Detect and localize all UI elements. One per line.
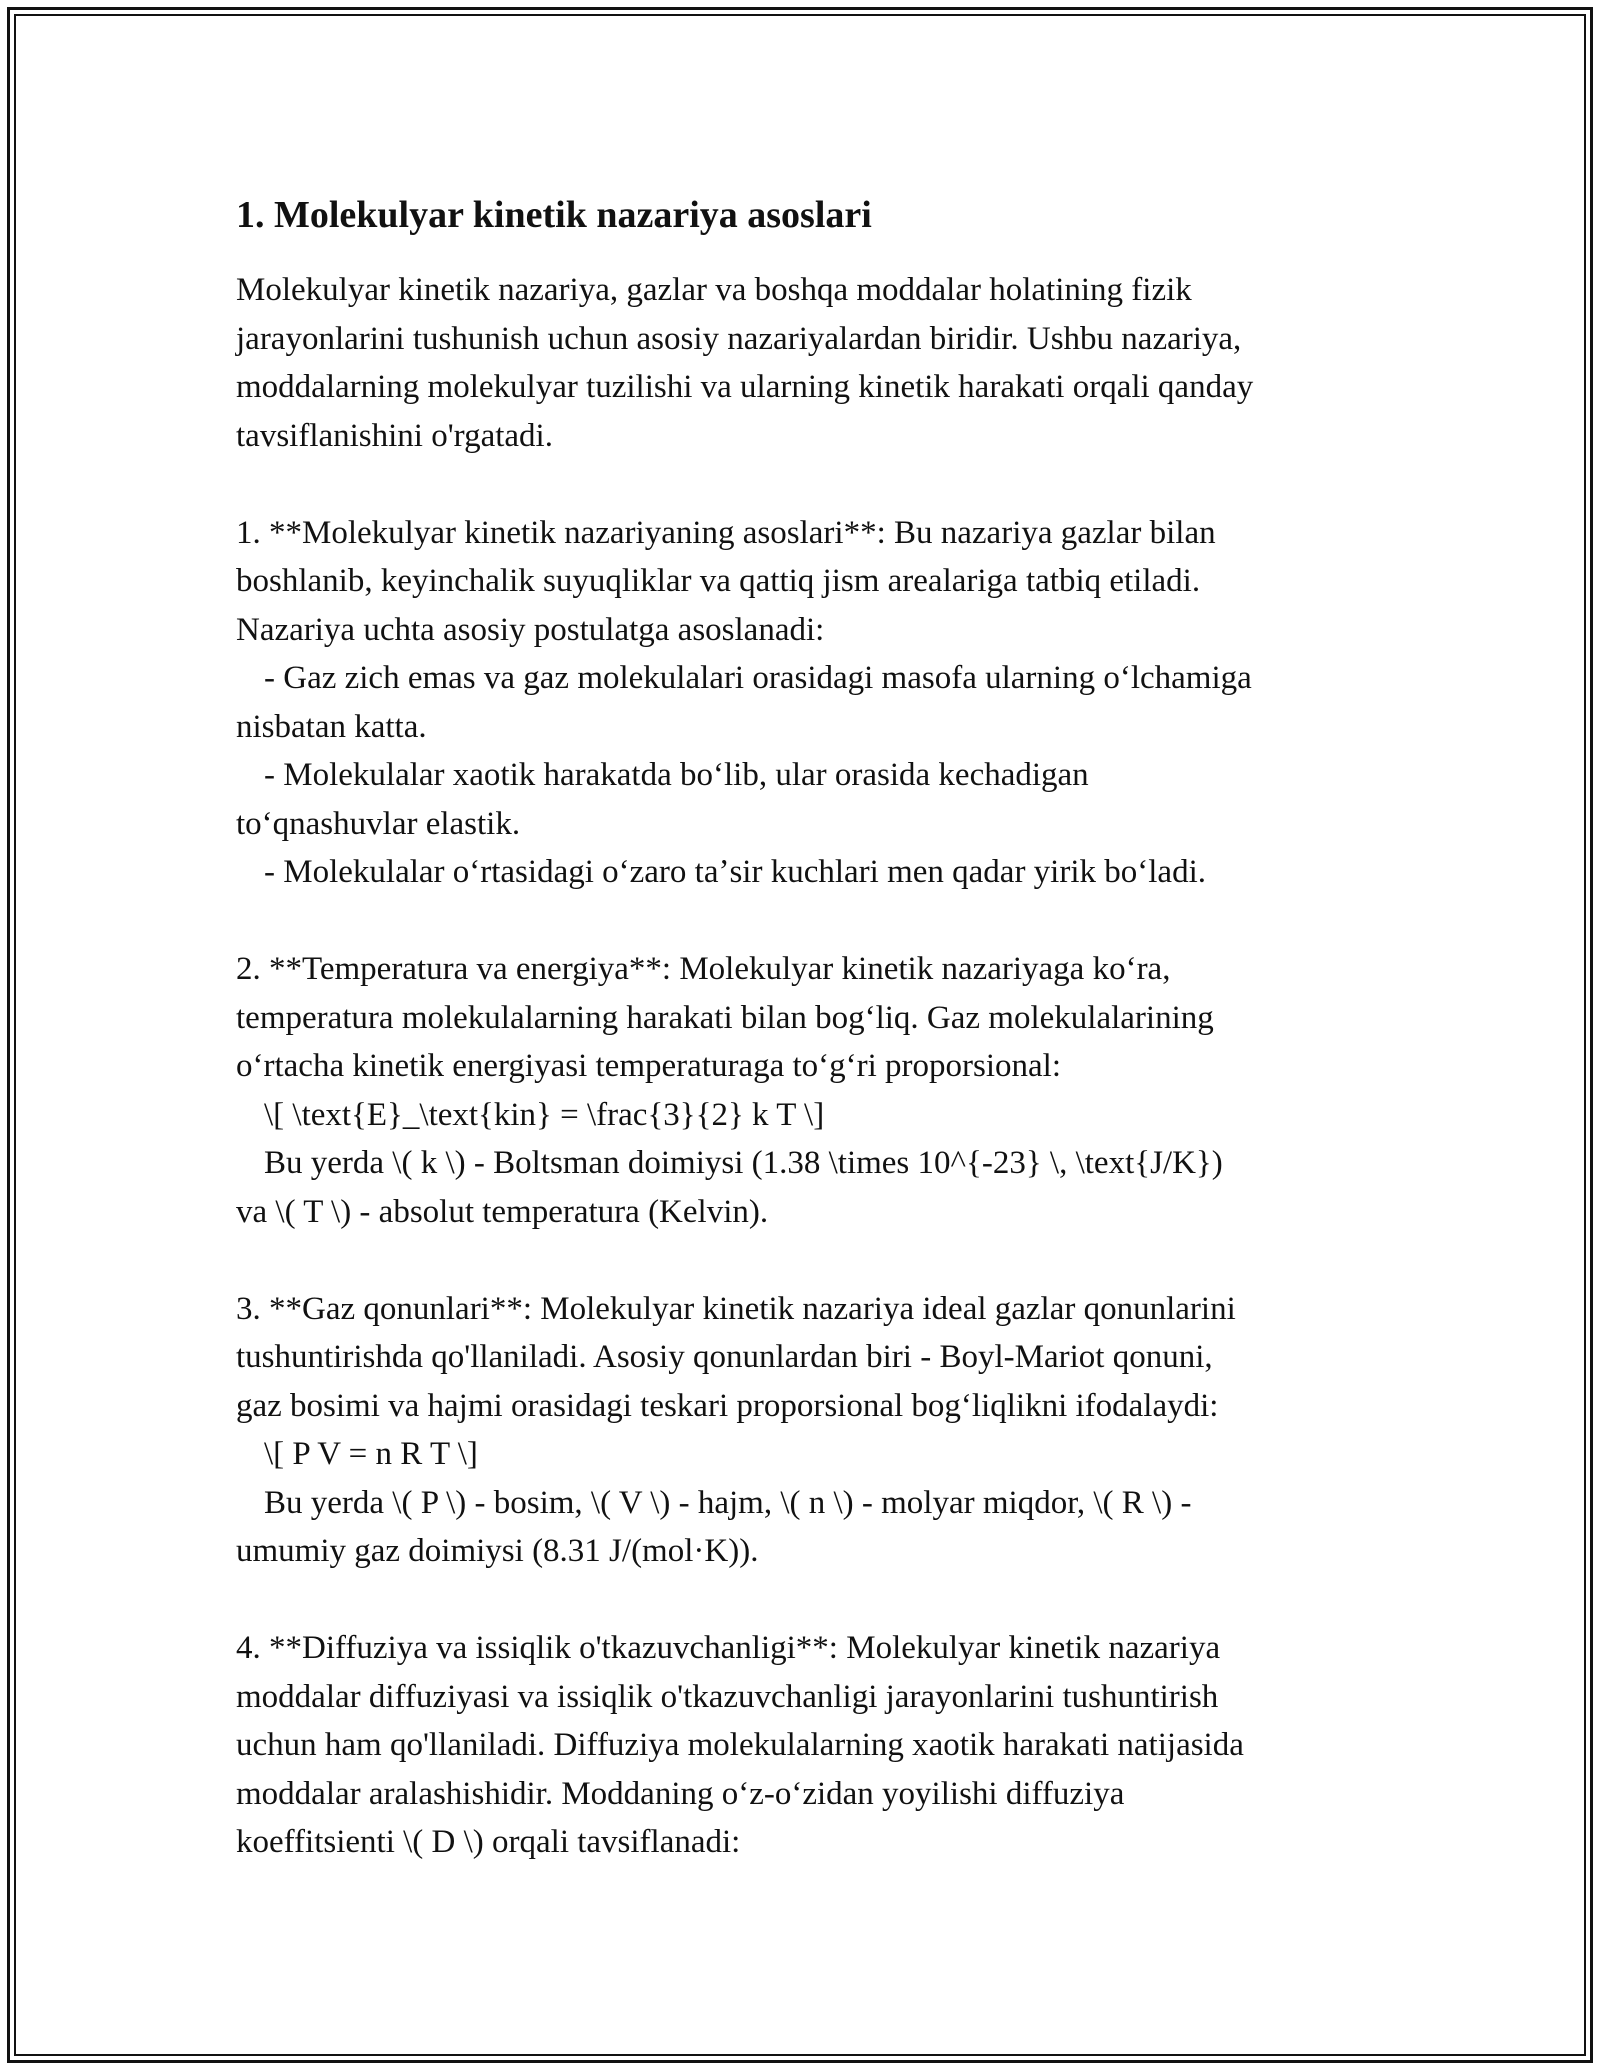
bullet-line: - Molekulalar xaotik harakatda boʻlib, ular orasida kechadigan bbox=[264, 757, 1089, 793]
text-line: 2. **Temperatura va energiya**: Molekulyar kinetik nazariyaga koʻra, bbox=[236, 951, 1171, 987]
bullet-line: - Molekulalar oʻrtasidagi oʻzaro taʼsir kuchlari men qadar yirik boʻladi. bbox=[264, 854, 1206, 890]
text-line: oʻrtacha kinetik energiyasi temperaturaga toʻgʻri proporsional: bbox=[236, 1048, 1061, 1084]
paragraph-gap bbox=[236, 1576, 1376, 1625]
text-line: 3. **Gaz qonunlari**: Molekulyar kinetik nazariya ideal gazlar qonunlarini bbox=[236, 1290, 1236, 1327]
text-line: Nazariya uchta asosiy postulatga asoslanadi: bbox=[236, 611, 825, 648]
text-line: moddalarning molekulyar tuzilishi va ularning kinetik harakati orqali qanday bbox=[236, 369, 1254, 405]
paragraph-gap bbox=[236, 1236, 1376, 1285]
text-line: nisbatan katta. bbox=[236, 708, 427, 745]
text-line: va \( T \) - absolut temperatura (Kelvin). bbox=[236, 1193, 769, 1230]
text-line: Molekulyar kinetik nazariya, gazlar va boshqa moddalar holatining fizik bbox=[236, 272, 1192, 308]
text-line: Bu yerda \( P \) - bosim, \( V \) - hajm, \( n \) - molyar miqdor, \( R \) - bbox=[264, 1484, 1192, 1521]
bullet-line: - Gaz zich emas va gaz molekulalari orasidagi masofa ularning oʻlchamiga bbox=[264, 660, 1252, 696]
formula-line: \[ \text{E}_\text{kin} = \frac{3}{2} k T \] bbox=[264, 1096, 825, 1133]
text-line: gaz bosimi va hajmi orasidagi teskari proporsional bogʻliqlikni ifodalaydi: bbox=[236, 1387, 1219, 1424]
section-2-paragraph bbox=[236, 945, 1376, 1236]
text-line: moddalar aralashishidir. Moddaning oʻz-oʻzidan yoyilishi diffuziya bbox=[236, 1775, 1125, 1812]
text-line: tushuntirishda qo'llaniladi. Asosiy qonunlardan biri - Boyl-Mariot qonuni, bbox=[236, 1339, 1213, 1375]
paragraph-gap bbox=[236, 460, 1376, 509]
text-line: 1. **Molekulyar kinetik nazariyaning asoslari**: Bu nazariya gazlar bilan bbox=[236, 514, 1216, 551]
paragraph-gap bbox=[236, 897, 1376, 946]
section-1-paragraph bbox=[236, 509, 1376, 897]
intro-paragraph bbox=[236, 266, 1376, 460]
text-line: uchun ham qo'llaniladi. Diffuziya molekulalarning xaotik harakati natijasida bbox=[236, 1727, 1244, 1763]
text-line: jarayonlarini tushunish uchun asosiy nazariyalardan biridir. Ushbu nazariya, bbox=[236, 320, 1242, 357]
text-line: tavsiflanishini o'rgatadi. bbox=[236, 417, 553, 454]
formula-line: \[ P V = n R T \] bbox=[264, 1436, 478, 1472]
section-4-paragraph bbox=[236, 1624, 1376, 1867]
document-body bbox=[236, 186, 1376, 1867]
text-line: toʻqnashuvlar elastik. bbox=[236, 805, 521, 842]
text-line: temperatura molekulalarning harakati bilan bogʻliq. Gaz molekulalarining bbox=[236, 999, 1214, 1036]
text-line: koeffitsienti \( D \) orqali tavsiflanadi: bbox=[236, 1824, 741, 1860]
text-line: Bu yerda \( k \) - Boltsman doimiysi (1.38 \times 10^{-23} \, \text{J/K}) bbox=[264, 1145, 1223, 1181]
text-line: 4. **Diffuziya va issiqlik o'tkazuvchanligi**: Molekulyar kinetik nazariya bbox=[236, 1630, 1221, 1666]
text-line: boshlanib, keyinchalik suyuqliklar va qattiq jism arealariga tatbiq etiladi. bbox=[236, 563, 1201, 599]
text-line: umumiy gaz doimiysi (8.31 J/(mol·K)). bbox=[236, 1533, 759, 1569]
section-3-paragraph bbox=[236, 1285, 1376, 1576]
section-title: 1. Molekulyar kinetik nazariya asoslari bbox=[236, 194, 872, 236]
text-line: moddalar diffuziyasi va issiqlik o'tkazuvchanligi jarayonlarini tushuntirish bbox=[236, 1678, 1219, 1715]
